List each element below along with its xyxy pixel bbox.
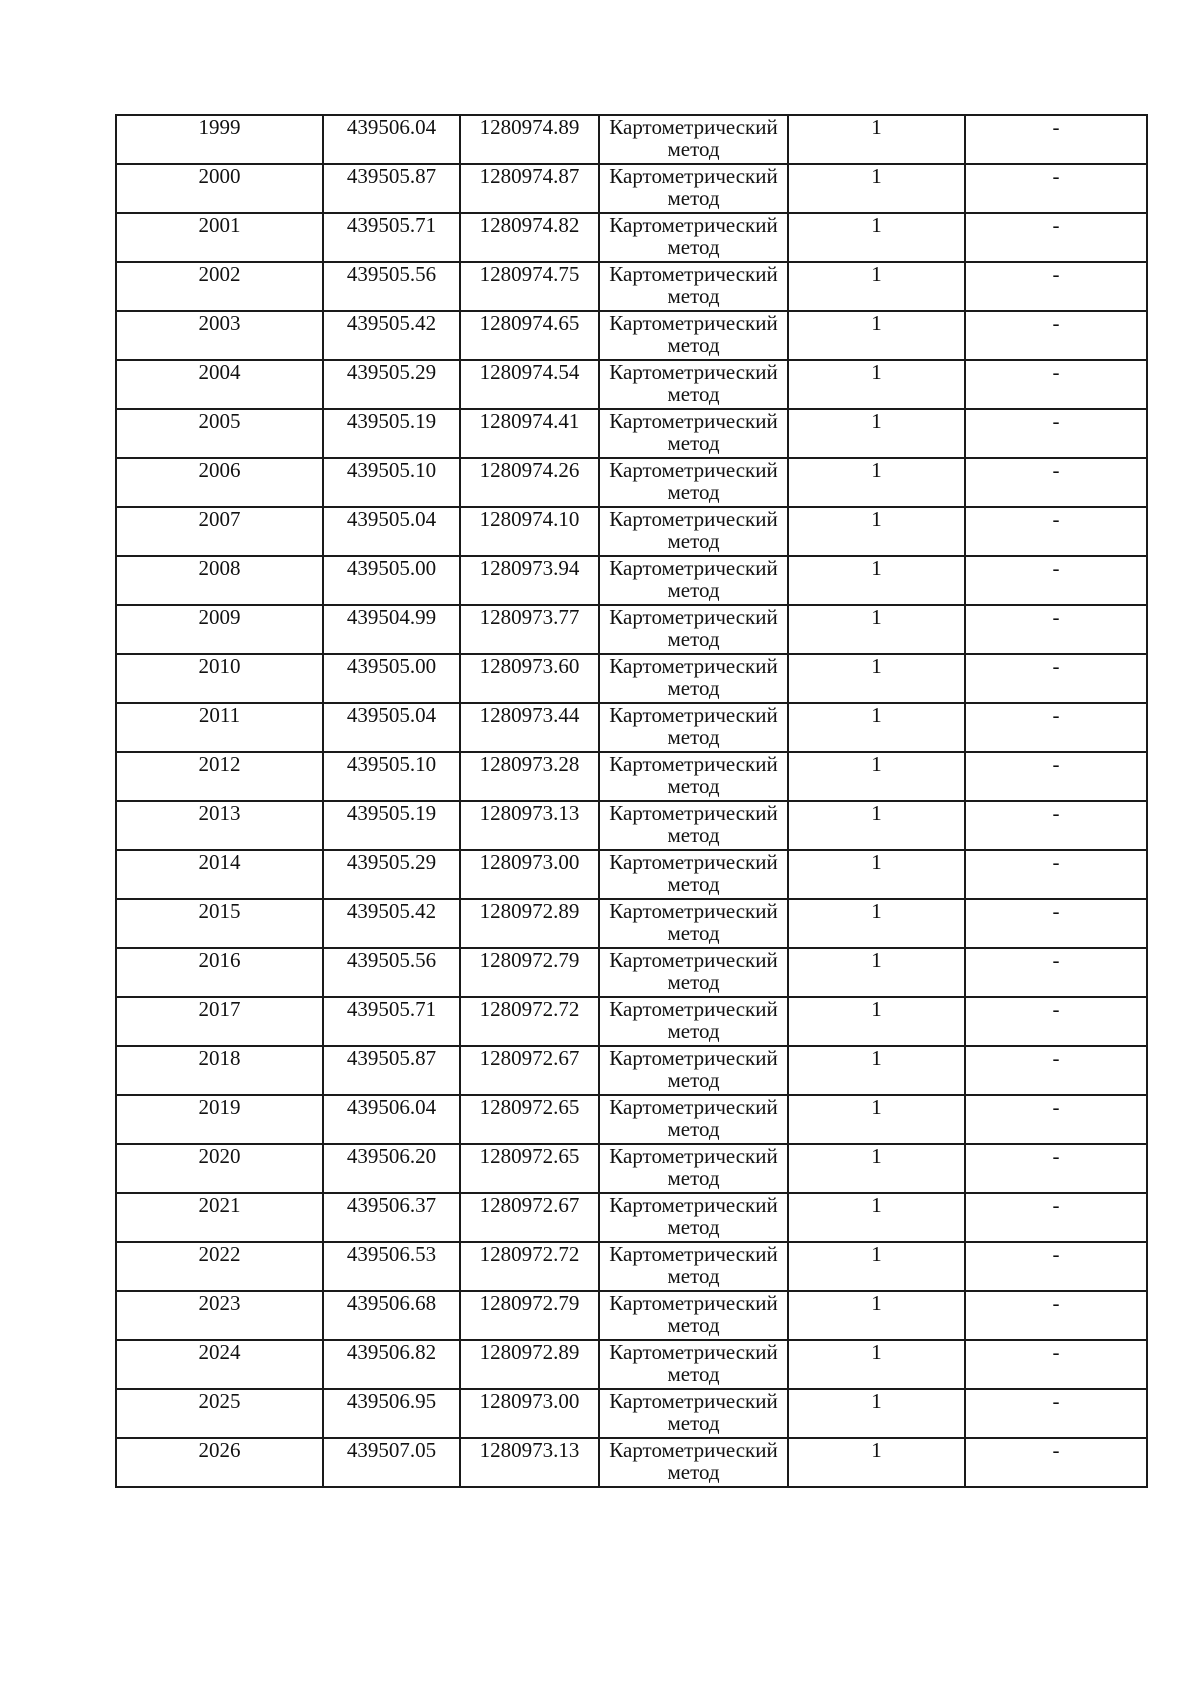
method-text-line1: Картометрический — [609, 115, 778, 139]
method-text-line2: метод — [667, 186, 720, 210]
coordinate-y-cell: 1280973.77 — [460, 605, 599, 654]
method-text-line1: Картометрический — [609, 654, 778, 678]
point-number-cell: 2014 — [116, 850, 323, 899]
point-number-cell: 2005 — [116, 409, 323, 458]
table-row — [116, 850, 1147, 899]
table-row — [116, 1242, 1147, 1291]
method-text-line1: Картометрический — [609, 801, 778, 825]
coordinate-x-cell: 439505.04 — [323, 703, 460, 752]
accuracy-cell: 1 — [788, 458, 965, 507]
point-number-cell: 2024 — [116, 1340, 323, 1389]
accuracy-cell: 1 — [788, 1144, 965, 1193]
table-row — [116, 948, 1147, 997]
table-row — [116, 654, 1147, 703]
note-cell: - — [965, 703, 1147, 752]
note-cell: - — [965, 801, 1147, 850]
method-text-line1: Картометрический — [609, 556, 778, 580]
coordinate-y-cell: 1280974.41 — [460, 409, 599, 458]
method-cell — [599, 311, 788, 360]
coordinate-x-cell: 439506.37 — [323, 1193, 460, 1242]
point-number-cell: 2019 — [116, 1095, 323, 1144]
accuracy-cell: 1 — [788, 311, 965, 360]
table-row — [116, 507, 1147, 556]
table-row — [116, 997, 1147, 1046]
method-text-line2: метод — [667, 774, 720, 798]
method-cell — [599, 409, 788, 458]
point-number-cell: 2002 — [116, 262, 323, 311]
method-cell — [599, 1193, 788, 1242]
accuracy-cell: 1 — [788, 1340, 965, 1389]
accuracy-cell: 1 — [788, 899, 965, 948]
coordinate-y-cell: 1280973.00 — [460, 850, 599, 899]
coordinate-y-cell: 1280972.65 — [460, 1095, 599, 1144]
table-row — [116, 1291, 1147, 1340]
table-row — [116, 899, 1147, 948]
coordinate-y-cell: 1280974.75 — [460, 262, 599, 311]
method-cell — [599, 507, 788, 556]
point-number-cell: 2012 — [116, 752, 323, 801]
coordinate-x-cell: 439507.05 — [323, 1438, 460, 1487]
coordinate-x-cell: 439506.82 — [323, 1340, 460, 1389]
method-text-line1: Картометрический — [609, 703, 778, 727]
method-cell — [599, 1340, 788, 1389]
method-text-line2: метод — [667, 529, 720, 553]
method-text-line1: Картометрический — [609, 262, 778, 286]
method-text-line2: метод — [667, 137, 720, 161]
method-text-line2: метод — [667, 921, 720, 945]
point-number-cell: 2021 — [116, 1193, 323, 1242]
method-text-line1: Картометрический — [609, 1193, 778, 1217]
method-text-line2: метод — [667, 1117, 720, 1141]
point-number-cell: 2011 — [116, 703, 323, 752]
method-text-line2: метод — [667, 1460, 720, 1484]
accuracy-cell: 1 — [788, 703, 965, 752]
method-text-line1: Картометрический — [609, 1144, 778, 1168]
method-cell — [599, 605, 788, 654]
coordinate-x-cell: 439505.29 — [323, 360, 460, 409]
method-text-line2: метод — [667, 480, 720, 504]
table-row — [116, 458, 1147, 507]
accuracy-cell: 1 — [788, 507, 965, 556]
accuracy-cell: 1 — [788, 1046, 965, 1095]
point-number-cell: 2023 — [116, 1291, 323, 1340]
note-cell: - — [965, 1144, 1147, 1193]
point-number-cell: 2026 — [116, 1438, 323, 1487]
table-row — [116, 409, 1147, 458]
accuracy-cell: 1 — [788, 1389, 965, 1438]
coordinate-x-cell: 439505.42 — [323, 899, 460, 948]
point-number-cell: 2022 — [116, 1242, 323, 1291]
note-cell: - — [965, 654, 1147, 703]
method-text-line1: Картометрический — [609, 1095, 778, 1119]
coordinate-x-cell: 439505.19 — [323, 409, 460, 458]
method-cell — [599, 703, 788, 752]
method-text-line2: метод — [667, 333, 720, 357]
method-text-line2: метод — [667, 1264, 720, 1288]
method-cell — [599, 164, 788, 213]
coordinate-y-cell: 1280974.10 — [460, 507, 599, 556]
coordinate-y-cell: 1280974.87 — [460, 164, 599, 213]
coordinate-x-cell: 439506.53 — [323, 1242, 460, 1291]
method-text-line1: Картометрический — [609, 1291, 778, 1315]
table-row — [116, 1340, 1147, 1389]
coordinate-y-cell: 1280972.79 — [460, 1291, 599, 1340]
point-number-cell: 2003 — [116, 311, 323, 360]
accuracy-cell: 1 — [788, 752, 965, 801]
method-cell — [599, 899, 788, 948]
coordinate-x-cell: 439505.42 — [323, 311, 460, 360]
method-text-line1: Картометрический — [609, 311, 778, 335]
method-text-line1: Картометрический — [609, 458, 778, 482]
note-cell: - — [965, 1242, 1147, 1291]
accuracy-cell: 1 — [788, 801, 965, 850]
point-number-cell: 2013 — [116, 801, 323, 850]
coordinate-y-cell: 1280972.65 — [460, 1144, 599, 1193]
coordinate-y-cell: 1280972.89 — [460, 899, 599, 948]
table-row — [116, 1046, 1147, 1095]
method-text-line1: Картометрический — [609, 997, 778, 1021]
accuracy-cell: 1 — [788, 360, 965, 409]
method-cell — [599, 752, 788, 801]
coordinate-x-cell: 439505.10 — [323, 752, 460, 801]
point-number-cell: 2001 — [116, 213, 323, 262]
point-number-cell: 2016 — [116, 948, 323, 997]
point-number-cell: 2025 — [116, 1389, 323, 1438]
coordinate-x-cell: 439505.29 — [323, 850, 460, 899]
coordinate-x-cell: 439505.56 — [323, 262, 460, 311]
accuracy-cell: 1 — [788, 1291, 965, 1340]
method-text-line1: Картометрический — [609, 850, 778, 874]
point-number-cell: 2007 — [116, 507, 323, 556]
coordinate-y-cell: 1280972.67 — [460, 1193, 599, 1242]
coordinate-x-cell: 439505.71 — [323, 213, 460, 262]
method-cell — [599, 213, 788, 262]
coordinate-y-cell: 1280972.89 — [460, 1340, 599, 1389]
table-row — [116, 262, 1147, 311]
accuracy-cell: 1 — [788, 1438, 965, 1487]
method-cell — [599, 1389, 788, 1438]
point-number-cell: 2000 — [116, 164, 323, 213]
method-text-line2: метод — [667, 578, 720, 602]
method-cell — [599, 1046, 788, 1095]
note-cell: - — [965, 311, 1147, 360]
note-cell: - — [965, 605, 1147, 654]
method-text-line1: Картометрический — [609, 360, 778, 384]
coordinate-y-cell: 1280972.67 — [460, 1046, 599, 1095]
method-cell — [599, 115, 788, 164]
note-cell: - — [965, 409, 1147, 458]
method-text-line1: Картометрический — [609, 409, 778, 433]
coordinate-x-cell: 439505.56 — [323, 948, 460, 997]
coordinate-y-cell: 1280974.26 — [460, 458, 599, 507]
method-text-line1: Картометрический — [609, 1340, 778, 1364]
coordinate-y-cell: 1280974.65 — [460, 311, 599, 360]
coordinate-x-cell: 439505.10 — [323, 458, 460, 507]
coordinate-x-cell: 439505.00 — [323, 654, 460, 703]
coordinate-x-cell: 439506.04 — [323, 115, 460, 164]
method-text-line2: метод — [667, 284, 720, 308]
point-number-cell: 2006 — [116, 458, 323, 507]
coordinate-y-cell: 1280973.13 — [460, 1438, 599, 1487]
method-text-line2: метод — [667, 1215, 720, 1239]
method-text-line2: метод — [667, 382, 720, 406]
method-text-line1: Картометрический — [609, 1438, 778, 1462]
coordinate-y-cell: 1280973.13 — [460, 801, 599, 850]
note-cell: - — [965, 1193, 1147, 1242]
method-text-line2: метод — [667, 431, 720, 455]
table-row — [116, 213, 1147, 262]
coordinate-y-cell: 1280973.94 — [460, 556, 599, 605]
coordinate-y-cell: 1280972.72 — [460, 1242, 599, 1291]
accuracy-cell: 1 — [788, 556, 965, 605]
method-cell — [599, 850, 788, 899]
point-number-cell: 2010 — [116, 654, 323, 703]
coordinate-x-cell: 439505.19 — [323, 801, 460, 850]
accuracy-cell: 1 — [788, 605, 965, 654]
coordinate-x-cell: 439505.04 — [323, 507, 460, 556]
note-cell: - — [965, 164, 1147, 213]
point-number-cell: 2018 — [116, 1046, 323, 1095]
note-cell: - — [965, 1438, 1147, 1487]
point-number-cell: 2008 — [116, 556, 323, 605]
method-cell — [599, 1144, 788, 1193]
coordinate-y-cell: 1280973.28 — [460, 752, 599, 801]
table-row — [116, 1095, 1147, 1144]
coordinate-x-cell: 439506.20 — [323, 1144, 460, 1193]
method-cell — [599, 458, 788, 507]
coordinate-x-cell: 439505.00 — [323, 556, 460, 605]
note-cell: - — [965, 507, 1147, 556]
note-cell: - — [965, 899, 1147, 948]
coordinate-y-cell: 1280973.00 — [460, 1389, 599, 1438]
method-cell — [599, 801, 788, 850]
method-text-line1: Картометрический — [609, 1389, 778, 1413]
method-text-line2: метод — [667, 1019, 720, 1043]
table-row — [116, 1144, 1147, 1193]
method-cell — [599, 360, 788, 409]
note-cell: - — [965, 458, 1147, 507]
coordinate-y-cell: 1280972.72 — [460, 997, 599, 1046]
note-cell: - — [965, 1389, 1147, 1438]
method-text-line2: метод — [667, 676, 720, 700]
coordinate-y-cell: 1280974.89 — [460, 115, 599, 164]
table-row — [116, 360, 1147, 409]
method-text-line2: метод — [667, 872, 720, 896]
coordinate-y-cell: 1280973.44 — [460, 703, 599, 752]
method-text-line1: Картометрический — [609, 605, 778, 629]
method-text-line2: метод — [667, 1068, 720, 1092]
accuracy-cell: 1 — [788, 115, 965, 164]
note-cell: - — [965, 556, 1147, 605]
note-cell: - — [965, 997, 1147, 1046]
method-text-line2: метод — [667, 823, 720, 847]
note-cell: - — [965, 262, 1147, 311]
point-number-cell: 2009 — [116, 605, 323, 654]
coordinate-x-cell: 439506.04 — [323, 1095, 460, 1144]
method-cell — [599, 1438, 788, 1487]
coordinates-table — [115, 114, 1148, 1488]
method-text-line2: метод — [667, 1362, 720, 1386]
method-cell — [599, 948, 788, 997]
method-text-line1: Картометрический — [609, 213, 778, 237]
note-cell: - — [965, 1046, 1147, 1095]
table-row — [116, 703, 1147, 752]
note-cell: - — [965, 360, 1147, 409]
note-cell: - — [965, 752, 1147, 801]
table-row — [116, 164, 1147, 213]
coordinate-x-cell: 439505.71 — [323, 997, 460, 1046]
accuracy-cell: 1 — [788, 213, 965, 262]
table-row — [116, 801, 1147, 850]
table-row — [116, 1389, 1147, 1438]
method-text-line1: Картометрический — [609, 899, 778, 923]
table-row — [116, 1438, 1147, 1487]
note-cell: - — [965, 948, 1147, 997]
method-text-line1: Картометрический — [609, 1046, 778, 1070]
note-cell: - — [965, 850, 1147, 899]
point-number-cell: 2004 — [116, 360, 323, 409]
note-cell: - — [965, 115, 1147, 164]
note-cell: - — [965, 1095, 1147, 1144]
coordinate-y-cell: 1280973.60 — [460, 654, 599, 703]
method-text-line2: метод — [667, 725, 720, 749]
method-cell — [599, 1242, 788, 1291]
coordinates-table-body — [116, 115, 1147, 1487]
coordinate-y-cell: 1280974.54 — [460, 360, 599, 409]
method-text-line1: Картометрический — [609, 752, 778, 776]
table-row — [116, 1193, 1147, 1242]
method-text-line2: метод — [667, 970, 720, 994]
point-number-cell: 2015 — [116, 899, 323, 948]
accuracy-cell: 1 — [788, 409, 965, 458]
method-cell — [599, 654, 788, 703]
method-cell — [599, 262, 788, 311]
accuracy-cell: 1 — [788, 948, 965, 997]
accuracy-cell: 1 — [788, 164, 965, 213]
table-row — [116, 605, 1147, 654]
coordinate-x-cell: 439505.87 — [323, 164, 460, 213]
coordinate-y-cell: 1280972.79 — [460, 948, 599, 997]
accuracy-cell: 1 — [788, 1095, 965, 1144]
note-cell: - — [965, 213, 1147, 262]
method-cell — [599, 1095, 788, 1144]
method-text-line2: метод — [667, 1166, 720, 1190]
coordinate-y-cell: 1280974.82 — [460, 213, 599, 262]
accuracy-cell: 1 — [788, 997, 965, 1046]
coordinate-x-cell: 439505.87 — [323, 1046, 460, 1095]
coordinate-x-cell: 439506.95 — [323, 1389, 460, 1438]
method-text-line1: Картометрический — [609, 507, 778, 531]
point-number-cell: 2020 — [116, 1144, 323, 1193]
point-number-cell: 2017 — [116, 997, 323, 1046]
method-text-line2: метод — [667, 235, 720, 259]
note-cell: - — [965, 1340, 1147, 1389]
method-cell — [599, 556, 788, 605]
method-text-line2: метод — [667, 627, 720, 651]
method-text-line1: Картометрический — [609, 948, 778, 972]
table-row — [116, 556, 1147, 605]
accuracy-cell: 1 — [788, 1193, 965, 1242]
accuracy-cell: 1 — [788, 262, 965, 311]
method-text-line1: Картометрический — [609, 1242, 778, 1266]
table-row — [116, 115, 1147, 164]
method-cell — [599, 997, 788, 1046]
note-cell: - — [965, 1291, 1147, 1340]
accuracy-cell: 1 — [788, 1242, 965, 1291]
method-text-line2: метод — [667, 1313, 720, 1337]
accuracy-cell: 1 — [788, 654, 965, 703]
method-cell — [599, 1291, 788, 1340]
accuracy-cell: 1 — [788, 850, 965, 899]
coordinate-x-cell: 439504.99 — [323, 605, 460, 654]
method-text-line1: Картометрический — [609, 164, 778, 188]
method-text-line2: метод — [667, 1411, 720, 1435]
point-number-cell: 1999 — [116, 115, 323, 164]
coordinate-x-cell: 439506.68 — [323, 1291, 460, 1340]
table-row — [116, 752, 1147, 801]
table-row — [116, 311, 1147, 360]
